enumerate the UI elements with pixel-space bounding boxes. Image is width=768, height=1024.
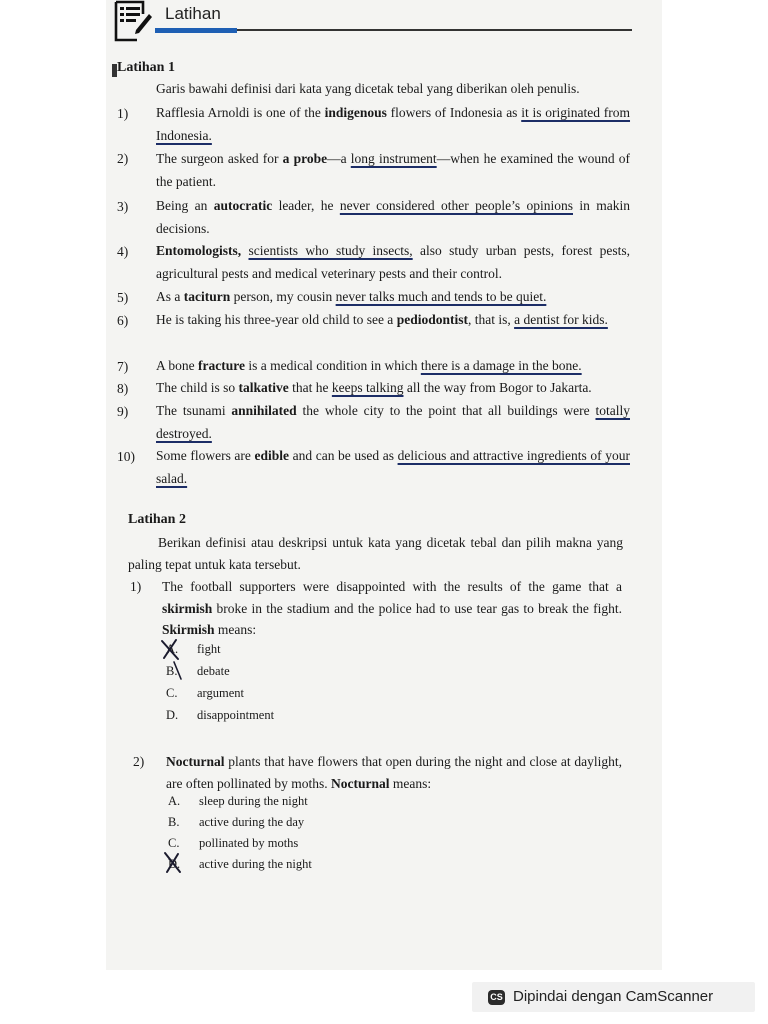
underlined-definition: a dentist for kids. [514,312,608,327]
item-number: 6) [117,313,129,328]
item-number: 9) [117,404,129,419]
item-text: A bone [156,358,198,373]
item-number: 8) [117,381,129,396]
exercise-1-item [156,195,630,240]
option-text: active during the night [199,857,312,871]
item-text: The tsunami [156,403,232,418]
underlined-definition: long instrument [350,151,437,166]
bold-term: Entomologists, [156,243,242,258]
item-text: the whole city to the point that all buildings were [296,403,596,418]
option-letter: D. [168,857,181,871]
underlined-definition: delicious and attractive ingredients of your salad. [156,448,630,486]
exercise-2-instruction: Berikan definisi atau deskripsi untuk kata yang dicetak tebal dan pilih makna yang paling tepat untuk kata tersebut. [128,535,623,572]
item-text: also study urban pests, forest pests, agricultural pests and medical veterinary pests and their control. [156,243,630,281]
underlined-definition: never considered other people’s opinions [339,198,573,213]
camscanner-watermark [472,982,755,1012]
exercise-1-item [156,286,630,309]
item-text: Some flowers are [156,448,255,463]
underlined-definition: totally destroyed. [156,403,630,441]
item-text: that he [288,380,332,395]
option-text: pollinated by moths [199,836,299,850]
item-text: As a [156,289,184,304]
question-text: plants that have flowers that open during the night and close at daylight, are often pollinated by moths. [166,754,622,791]
notebook-pencil-icon [113,0,153,42]
item-text: person, my cousin [230,289,336,304]
option-letter: A. [166,642,179,656]
title-rule [237,29,632,31]
item-text: leader, he [272,198,340,213]
underlined-definition: never talks much and tends to be quiet. [335,289,547,304]
option-text: debate [197,664,230,678]
bold-term: talkative [238,380,289,395]
exercise-1-item [156,148,630,193]
option-text: sleep during the night [199,794,308,808]
question-text: means: [214,622,257,637]
item-number: 4) [117,244,129,259]
item-text: is a medical condition in which [244,358,421,373]
item-number: 2) [117,151,129,166]
exercise-1-instruction: Garis bawahi definisi dari kata yang dicetak tebal yang diberikan oleh penulis. [156,81,580,96]
question-2-text [166,751,622,794]
item-text: The child is so [156,380,239,395]
item-text: The surgeon asked for [156,151,283,166]
option-text: active during the day [199,815,305,829]
exercise-1-item [156,309,630,332]
bold-term: fracture [198,358,245,373]
exercise-2-title: Latihan 2 [128,512,186,527]
option-letter: B. [168,815,180,829]
item-text: Rafflesia Arnoldi is one of the [156,105,325,120]
answer-cross-mark-d [160,850,186,876]
option-letter: C. [166,686,178,700]
option-letter: C. [168,836,180,850]
bold-term: annihilated [231,403,297,418]
bold-term: pediodontist [396,312,468,327]
exercise-1-title: Latihan 1 [117,60,175,75]
question-text: The football supporters were disappointed with the results of the game that a [162,579,622,594]
item-text: in makin decisions. [156,198,630,236]
item-text: and can be used as [289,448,398,463]
exercise-1-item [156,400,630,445]
section-title: Latihan [165,4,221,23]
question-number: 1) [130,579,142,594]
option-text: argument [197,686,244,700]
exercise-1-item [156,445,630,490]
bold-term: Nocturnal [330,775,390,791]
question-text: broke in the stadium and the police had to use tear gas to break the fight. [212,600,622,616]
question-1-text [162,576,622,641]
option-letter: D. [166,708,179,722]
option-text: fight [197,642,221,656]
item-text: flowers of Indonesia as [386,105,522,120]
option-text: disappointment [197,708,275,722]
bold-term: Nocturnal [166,754,225,769]
item-text: Being an [156,198,214,213]
item-number: 7) [117,359,129,374]
item-text: , that is, [467,312,515,327]
item-text [241,243,248,258]
bold-term: autocratic [213,198,273,213]
item-number: 3) [117,199,129,214]
exercise-1-item [156,102,630,147]
question-text: means: [389,775,432,791]
underlined-definition: scientists who study insects, [248,243,413,258]
bold-term: taciturn [183,289,231,304]
underlined-definition: there is a damage in the bone. [420,358,582,373]
item-text: —a [327,151,351,166]
item-number: 10) [117,449,135,464]
exercise-1-item [156,355,630,378]
exercise-1-item [156,240,630,285]
item-number: 1) [117,106,129,121]
item-text: all the way from Bogor to Jakarta. [403,380,592,395]
bold-term: a probe [282,151,328,166]
answer-check-mark-b [172,660,184,682]
item-text: He is taking his three-year old child to see a [156,312,397,327]
bold-term: Skirmish [162,622,215,637]
camscanner-logo-icon: CS [488,990,505,1005]
underlined-definition: it is originated from Indonesia. [156,105,631,143]
option-letter: B. [166,664,178,678]
answer-cross-mark-a [158,638,184,662]
title-accent-bar [155,28,237,33]
exercise-1-item [156,377,630,400]
item-number: 5) [117,290,129,305]
bold-term: edible [254,448,290,463]
question-number: 2) [133,754,145,769]
option-letter: A. [168,794,181,808]
bold-term: skirmish [162,600,213,616]
bold-term: indigenous [324,105,387,120]
watermark-text: Dipindai dengan CamScanner [513,988,714,1005]
underlined-definition: keeps talking [331,380,404,395]
item-text: —when he examined the wound of the patient. [156,151,630,189]
